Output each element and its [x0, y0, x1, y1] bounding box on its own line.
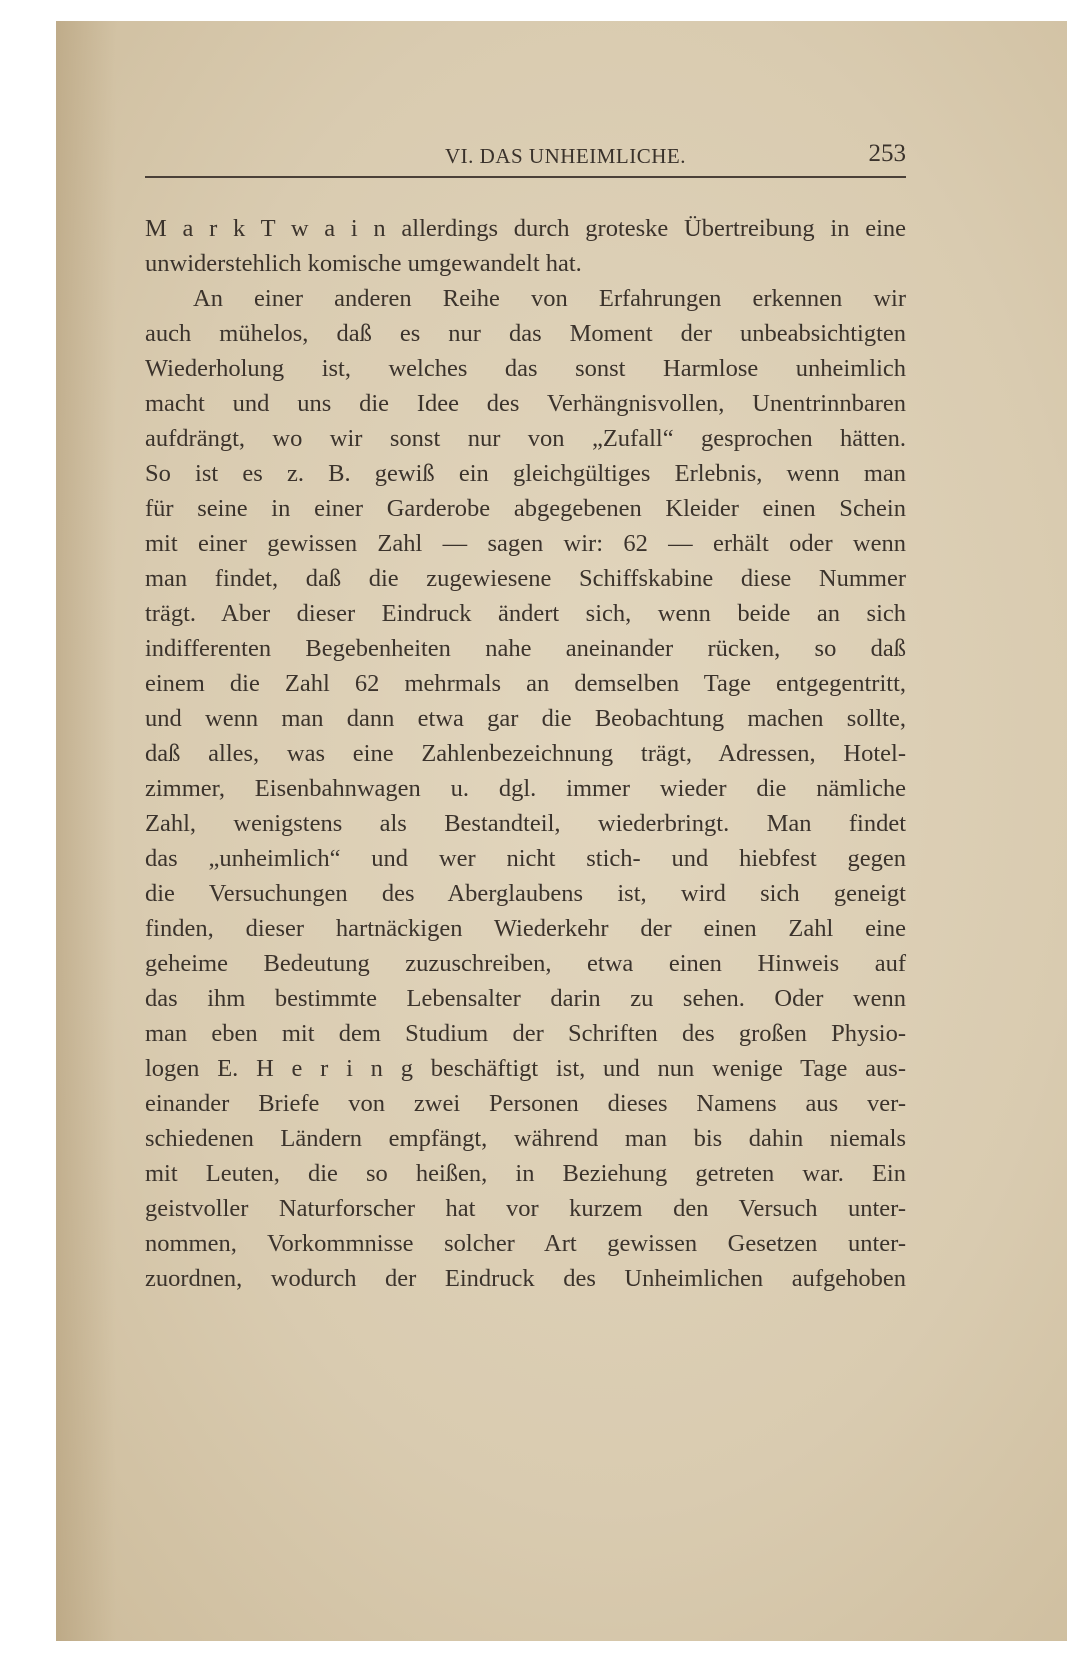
- text-line: mit Leuten, die so heißen, in Beziehung getreten war. Ein: [145, 1160, 906, 1187]
- text-line: die Versuchungen des Aberglaubens ist, wird sich geneigt: [145, 880, 906, 907]
- text-line: zuordnen, wodurch der Eindruck des Unheimlichen aufgehoben: [145, 1265, 906, 1292]
- text-line: mit einer gewissen Zahl — sagen wir: 62 — erhält oder wenn: [145, 530, 906, 557]
- text-line: Wiederholung ist, welches das sonst Harmlose unheimlich: [145, 355, 906, 382]
- text-line: macht und uns die Idee des Verhängnisvollen, Unentrinnbaren: [145, 390, 906, 417]
- page-header: [145, 136, 906, 178]
- running-title: VI. DAS UNHEIMLICHE.: [445, 144, 686, 168]
- text-line: daß alles, was eine Zahlenbezeichnung trägt, Adressen, Hotel-: [145, 740, 906, 767]
- text-line: einem die Zahl 62 mehrmals an demselben Tage entgegentritt,: [145, 670, 906, 697]
- text-line: das „unheimlich“ und wer nicht stich- und hiebfest gegen: [145, 845, 906, 872]
- text-line: nommen, Vorkommnisse solcher Art gewissen Gesetzen unter-: [145, 1230, 906, 1257]
- text-line: Zahl, wenigstens als Bestandteil, wiederbringt. Man findet: [145, 810, 906, 837]
- text-line: man eben mit dem Studium der Schriften des großen Physio-: [145, 1020, 906, 1047]
- body-text: [145, 211, 906, 1296]
- page-number: 253: [868, 140, 906, 167]
- text-line: trägt. Aber dieser Eindruck ändert sich, wenn beide an sich: [145, 600, 906, 627]
- text-line: An einer anderen Reihe von Erfahrungen erkennen wir: [193, 285, 906, 312]
- text-line: unwiderstehlich komische umgewandelt hat.: [145, 250, 582, 277]
- text-line: schiedenen Ländern empfängt, während man bis dahin niemals: [145, 1125, 906, 1152]
- book-page: [56, 21, 1067, 1641]
- text-line: M a r k T w a i n allerdings durch groteske Übertreibung in eine: [145, 215, 906, 242]
- text-line: einander Briefe von zwei Personen dieses Namens aus ver-: [145, 1090, 906, 1117]
- text-line: zimmer, Eisenbahnwagen u. dgl. immer wieder die nämliche: [145, 775, 906, 802]
- text-line: aufdrängt, wo wir sonst nur von „Zufall“ gesprochen hätten.: [145, 425, 906, 452]
- text-line: logen E. H e r i n g beschäftigt ist, und nun wenige Tage aus-: [145, 1055, 906, 1082]
- text-line: man findet, daß die zugewiesene Schiffskabine diese Nummer: [145, 565, 906, 592]
- text-line: geistvoller Naturforscher hat vor kurzem den Versuch unter-: [145, 1195, 906, 1222]
- text-line: und wenn man dann etwa gar die Beobachtung machen sollte,: [145, 705, 906, 732]
- text-line: auch mühelos, daß es nur das Moment der unbeabsichtigten: [145, 320, 906, 347]
- text-line: So ist es z. B. gewiß ein gleichgültiges Erlebnis, wenn man: [145, 460, 906, 487]
- text-line: für seine in einer Garderobe abgegebenen Kleider einen Schein: [145, 495, 906, 522]
- text-line: indifferenten Begebenheiten nahe aneinander rücken, so daß: [145, 635, 906, 662]
- text-line: finden, dieser hartnäckigen Wiederkehr der einen Zahl eine: [145, 915, 906, 942]
- text-line: geheime Bedeutung zuzuschreiben, etwa einen Hinweis auf: [145, 950, 906, 977]
- text-line: das ihm bestimmte Lebensalter darin zu sehen. Oder wenn: [145, 985, 906, 1012]
